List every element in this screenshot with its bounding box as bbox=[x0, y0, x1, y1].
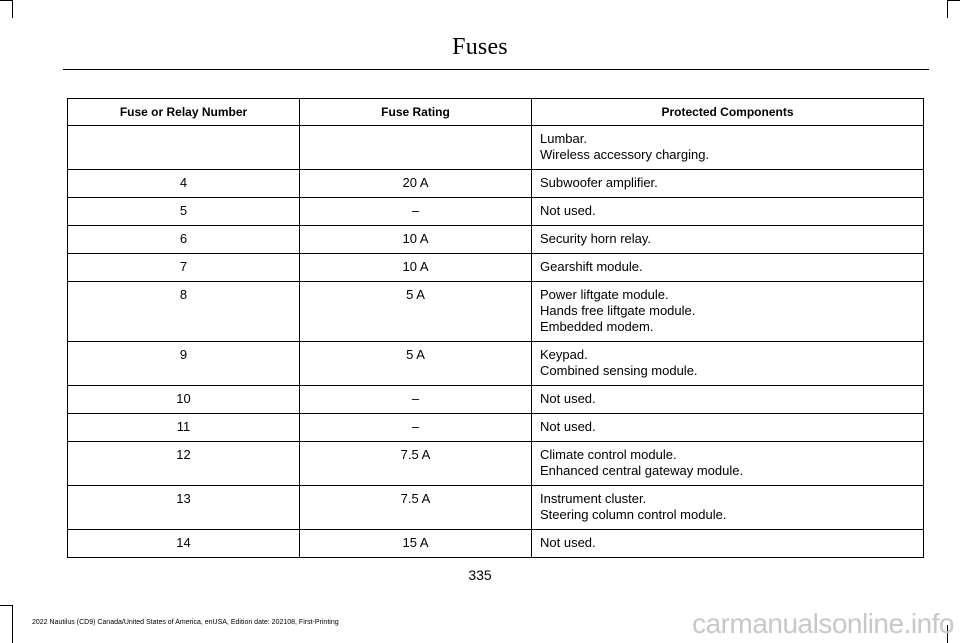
component-line: Power liftgate module. bbox=[540, 287, 669, 302]
table-row bbox=[68, 414, 924, 442]
fuse-number-cell: 7 bbox=[68, 254, 300, 282]
fuse-number-cell: 8 bbox=[68, 282, 300, 342]
protected-components-cell bbox=[532, 198, 924, 226]
component-line: Combined sensing module. bbox=[540, 363, 698, 378]
fuse-rating-cell: 10 A bbox=[300, 254, 532, 282]
footer-text: 2022 Nautilus (CD9) Canada/United States of America, enUSA, Edition date: 202108, First-Printing bbox=[32, 619, 339, 626]
table-row bbox=[68, 254, 924, 282]
fuse-number-cell: 4 bbox=[68, 170, 300, 198]
fuse-table bbox=[67, 98, 924, 558]
component-line: Gearshift module. bbox=[540, 259, 643, 274]
title-rule bbox=[63, 69, 929, 70]
fuse-number-cell: 10 bbox=[68, 386, 300, 414]
component-line: Hands free liftgate module. bbox=[540, 303, 696, 318]
fuse-number-cell: 14 bbox=[68, 530, 300, 558]
component-line: Keypad. bbox=[540, 347, 588, 362]
component-line: Lumbar. bbox=[540, 131, 587, 146]
fuse-number-cell: 13 bbox=[68, 486, 300, 530]
fuse-rating-cell: – bbox=[300, 414, 532, 442]
fuse-number-cell: 12 bbox=[68, 442, 300, 486]
protected-components-cell bbox=[532, 126, 924, 170]
component-line: Embedded modem. bbox=[540, 319, 654, 334]
protected-components-cell bbox=[532, 386, 924, 414]
component-line: Enhanced central gateway module. bbox=[540, 463, 744, 478]
page-title: Fuses bbox=[452, 34, 508, 60]
protected-components-cell bbox=[532, 282, 924, 342]
column-header-number: Fuse or Relay Number bbox=[68, 99, 300, 126]
crop-mark bbox=[0, 0, 12, 1]
protected-components-cell bbox=[532, 414, 924, 442]
fuse-rating-cell: – bbox=[300, 386, 532, 414]
protected-components-cell bbox=[532, 486, 924, 530]
fuse-number-cell bbox=[68, 126, 300, 170]
fuse-rating-cell: 20 A bbox=[300, 170, 532, 198]
table-row bbox=[68, 530, 924, 558]
component-line: Not used. bbox=[540, 419, 596, 434]
table-row bbox=[68, 198, 924, 226]
table-row bbox=[68, 226, 924, 254]
table-row bbox=[68, 342, 924, 386]
column-header-rating: Fuse Rating bbox=[300, 99, 532, 126]
protected-components-cell bbox=[532, 442, 924, 486]
component-line: Instrument cluster. bbox=[540, 491, 647, 506]
table-row bbox=[68, 170, 924, 198]
table-row bbox=[68, 486, 924, 530]
component-line: Subwoofer amplifier. bbox=[540, 175, 658, 190]
fuse-rating-cell: – bbox=[300, 198, 532, 226]
crop-mark bbox=[947, 0, 948, 18]
crop-mark bbox=[948, 0, 960, 1]
component-line: Steering column control module. bbox=[540, 507, 727, 522]
fuse-rating-cell: 15 A bbox=[300, 530, 532, 558]
component-line: Not used. bbox=[540, 535, 596, 550]
fuse-rating-cell: 5 A bbox=[300, 282, 532, 342]
component-line: Wireless accessory charging. bbox=[540, 147, 710, 162]
protected-components-cell bbox=[532, 342, 924, 386]
table-row bbox=[68, 282, 924, 342]
protected-components-cell bbox=[532, 226, 924, 254]
fuse-table-body bbox=[68, 126, 924, 558]
component-line: Not used. bbox=[540, 391, 596, 406]
fuse-rating-cell: 7.5 A bbox=[300, 486, 532, 530]
table-row bbox=[68, 386, 924, 414]
fuse-number-cell: 6 bbox=[68, 226, 300, 254]
table-header-row bbox=[68, 99, 924, 126]
fuse-rating-cell: 5 A bbox=[300, 342, 532, 386]
protected-components-cell bbox=[532, 254, 924, 282]
fuse-number-cell: 9 bbox=[68, 342, 300, 386]
fuse-number-cell: 5 bbox=[68, 198, 300, 226]
column-header-components: Protected Components bbox=[532, 99, 924, 126]
crop-mark bbox=[0, 605, 12, 606]
protected-components-cell bbox=[532, 530, 924, 558]
fuse-rating-cell: 7.5 A bbox=[300, 442, 532, 486]
fuse-rating-cell: 10 A bbox=[300, 226, 532, 254]
protected-components-cell bbox=[532, 170, 924, 198]
fuse-number-cell: 11 bbox=[68, 414, 300, 442]
table-row bbox=[68, 442, 924, 486]
crop-mark bbox=[12, 605, 13, 643]
crop-mark bbox=[12, 0, 13, 18]
table-row bbox=[68, 126, 924, 170]
component-line: Climate control module. bbox=[540, 447, 677, 462]
component-line: Security horn relay. bbox=[540, 231, 652, 246]
fuse-rating-cell bbox=[300, 126, 532, 170]
page-number: 335 bbox=[468, 567, 492, 583]
component-line: Not used. bbox=[540, 203, 596, 218]
watermark: carmanualsonline.info bbox=[692, 608, 954, 639]
